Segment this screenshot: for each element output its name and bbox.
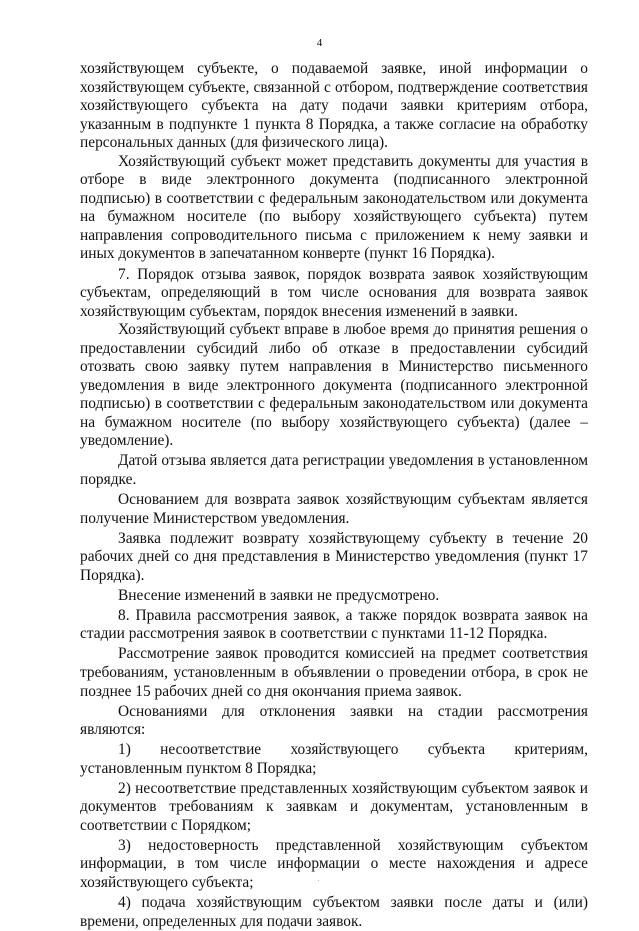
paragraph: Хозяйствующий субъект может представить документы для участия в отборе в виде электронного документа (подписанного электронной подписью) в соответствии с федеральным законодательством или документа на бумажном носителе (по выбору хозяйствующего субъекта) путем направления сопроводительного письма с приложением к нему заявки и иных документов в запечатанном конверте (пункт 16 Порядка). bbox=[80, 152, 588, 263]
section-heading-7: 7. Порядок отзыва заявок, порядок возврата заявок хозяйствующим субъектам, определяющий в том числе основания для возврата заявок хозяйствующим субъектам, порядок внесения изменений в заявки. bbox=[80, 265, 588, 320]
list-item: 1) несоответствие хозяйствующего субъекта критериям, установленным пунктом 8 Порядка; bbox=[80, 741, 588, 777]
paragraph: Внесение изменений в заявки не предусмотрено. bbox=[118, 586, 440, 604]
section-heading-8: 8. Правила рассмотрения заявок, а также порядок возврата заявок на стадии рассмотрения заявок в соответствии с пунктами 11-12 Порядка. bbox=[80, 606, 588, 643]
list-item: 3) недостоверность представленной хозяйствующим субъектом информации, в том числе информации о месте нахождения и адресе хозяйствующего субъекта; bbox=[80, 836, 588, 892]
list-item: 4) подача хозяйствующим субъектом заявки после даты и (или) времени, определенных для подачи заявок. bbox=[80, 894, 588, 930]
list-item: 2) несоответствие представленных хозяйствующим субъектом заявок и документов требованиям к заявкам и документам, установленным в соответствии с Порядком; bbox=[80, 779, 588, 834]
paragraph: Хозяйствующий субъект вправе в любое время до принятия решения о предоставлении субсидий либо об отказе в предоставлении субсидий отозвать свою заявку путем направления в Министерство письменного уведомления в виде электронного документа (подписанного электронной подписью) в соответствии с федеральным законодательством или документа на бумажном носителе (по выбору хозяйствующего субъекта) (далее – уведомление). bbox=[80, 321, 588, 450]
page-number: 4 bbox=[316, 37, 323, 49]
paragraph: Рассмотрение заявок проводится комиссией на предмет соответствия требованиям, установленным в объявлении о проведении отбора, в срок не позднее 15 рабочих дней со дня окончания приема заявок. bbox=[80, 645, 588, 700]
paragraph: Основанием для возврата заявок хозяйствующим субъектам является получение Министерством уведомления. bbox=[80, 491, 588, 527]
paragraph-continuation: хозяйствующем субъекте, о подаваемой заявке, иной информации о хозяйствующем субъекте, связанной с отбором, подтверждение соответствия хозяйствующего субъекта на дату подачи заявки критериям отбора, указанным в подпункте 1 пункта 8 Порядка, а также согласие на обработку персональных данных (для физического лица). bbox=[80, 60, 588, 152]
document-body bbox=[80, 60, 588, 931]
paragraph: Датой отзыва является дата регистрации уведомления в установленном порядке. bbox=[80, 452, 588, 489]
paragraph: Заявка подлежит возврату хозяйствующему субъекту в течение 20 рабочих дней со дня представления в Министерство уведомления (пункт 17 Порядка). bbox=[80, 529, 588, 584]
scan-speck bbox=[318, 880, 319, 881]
paragraph: Основаниями для отклонения заявки на стадии рассмотрения являются: bbox=[80, 702, 588, 739]
